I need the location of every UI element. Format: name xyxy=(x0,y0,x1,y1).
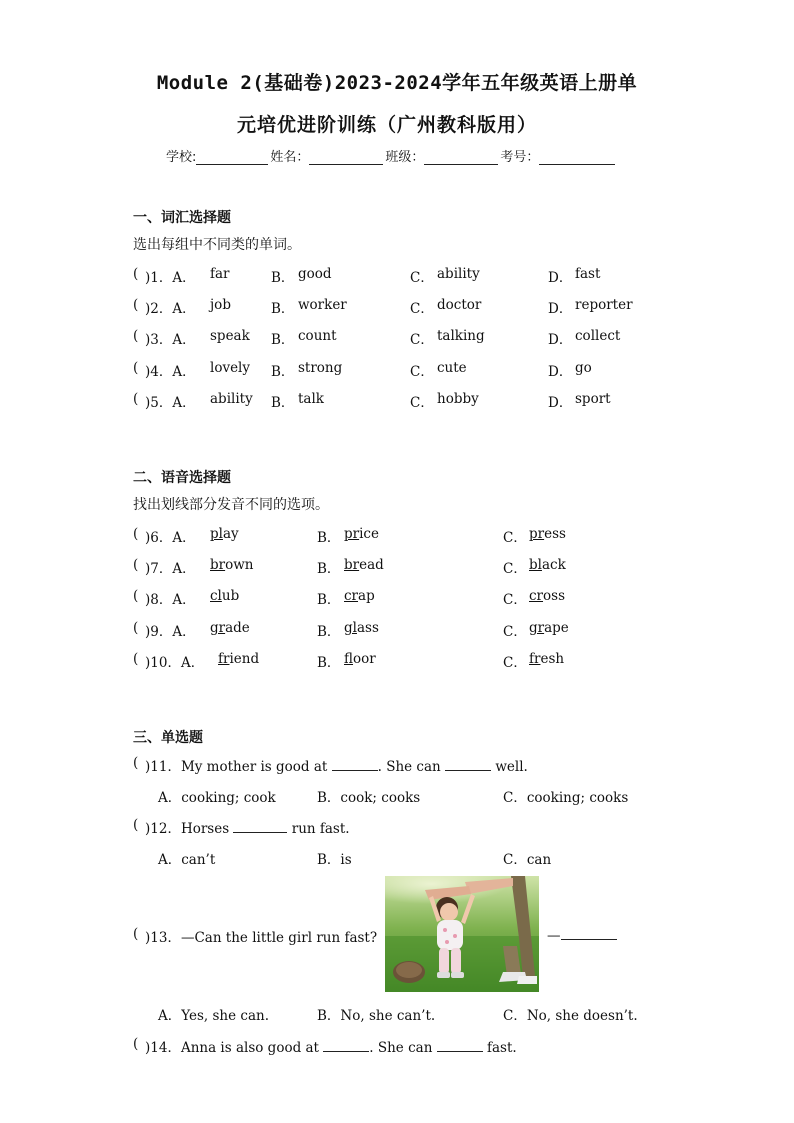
question-number: )7．A． xyxy=(145,561,196,577)
option-c-label: C． xyxy=(410,301,434,317)
option-a[interactable]: A．can’t xyxy=(158,852,216,868)
stem-part: . She can xyxy=(377,759,441,775)
answer-blank[interactable] xyxy=(561,926,617,940)
word-rest: ape xyxy=(544,620,569,636)
option-b[interactable]: count xyxy=(298,328,337,344)
name-label: 姓名： xyxy=(270,150,310,165)
document-title-line2: 元培优进阶训练（广州教科版用） xyxy=(237,114,538,136)
option-c[interactable] xyxy=(529,588,565,604)
number-field[interactable] xyxy=(539,150,615,165)
stem-part: fast. xyxy=(487,1040,517,1056)
option-c-label: C． xyxy=(410,332,434,348)
school-label: 学校: xyxy=(166,150,197,165)
option-a[interactable]: A．cooking; cook xyxy=(158,790,276,806)
option-a[interactable]: far xyxy=(210,266,230,282)
answer-paren[interactable]: ( xyxy=(133,926,139,942)
option-d-label: D． xyxy=(548,395,573,411)
option-b[interactable]: worker xyxy=(298,297,347,313)
option-d[interactable]: collect xyxy=(575,328,621,344)
word-rest: ade xyxy=(225,620,250,636)
underlined-letters: gl xyxy=(344,620,357,636)
option-b-label: B． xyxy=(317,592,341,608)
option-c-label: C． xyxy=(410,270,434,286)
option-c[interactable] xyxy=(529,651,564,667)
option-a[interactable]: speak xyxy=(210,328,250,344)
question-11 xyxy=(133,755,753,775)
option-b[interactable] xyxy=(344,620,379,636)
answer-paren[interactable]: ( xyxy=(133,391,139,407)
option-c-label: C． xyxy=(503,561,527,577)
option-b[interactable] xyxy=(344,651,376,667)
question-5 xyxy=(133,391,753,411)
option-b[interactable]: B．No, she can’t. xyxy=(317,1008,436,1024)
question-number: )9．A． xyxy=(145,624,196,640)
option-d[interactable]: fast xyxy=(575,266,601,282)
question-stem xyxy=(145,755,528,775)
dash: — xyxy=(547,928,561,944)
photo-child-walking xyxy=(385,876,539,992)
word-rest: iend xyxy=(229,651,260,667)
question-10 xyxy=(133,651,753,671)
underlined-letters: pr xyxy=(344,526,360,542)
answer-paren[interactable]: ( xyxy=(133,266,139,282)
option-c-label: C． xyxy=(410,364,434,380)
option-b-label: B． xyxy=(271,270,295,286)
answer-blank[interactable] xyxy=(233,819,287,833)
option-b-label: B． xyxy=(271,301,295,317)
section2-heading: 二、语音选择题 xyxy=(133,470,231,486)
option-d[interactable]: go xyxy=(575,360,592,376)
underlined-letters: fr xyxy=(218,651,230,667)
child-walking-illustration xyxy=(385,876,539,992)
student-info-line xyxy=(166,146,617,165)
option-b[interactable]: B．is xyxy=(317,852,352,868)
answer-paren[interactable]: ( xyxy=(133,1036,139,1052)
stem-part: )11．My mother is good at xyxy=(145,759,328,775)
word-rest: oor xyxy=(353,651,376,667)
question-2 xyxy=(133,297,753,317)
stem-part: . She can xyxy=(369,1040,433,1056)
answer-paren[interactable]: ( xyxy=(133,620,139,636)
section1-heading: 一、词汇选择题 xyxy=(133,210,231,226)
option-b[interactable]: B．cook; cooks xyxy=(317,790,421,806)
option-a[interactable]: job xyxy=(210,297,231,313)
answer-paren[interactable]: ( xyxy=(133,297,139,313)
word-rest: ay xyxy=(222,526,239,542)
underlined-letters: gr xyxy=(210,620,226,636)
question-12-options xyxy=(133,848,753,868)
answer-paren[interactable]: ( xyxy=(133,526,139,542)
name-field[interactable] xyxy=(309,150,383,165)
question-11-options xyxy=(133,786,753,806)
underlined-letters: bl xyxy=(529,557,542,573)
option-a[interactable] xyxy=(210,588,239,604)
answer-paren[interactable]: ( xyxy=(133,328,139,344)
answer-paren[interactable]: ( xyxy=(133,588,139,604)
question-6 xyxy=(133,526,753,546)
option-b[interactable]: strong xyxy=(298,360,343,376)
option-c-label: C． xyxy=(503,624,527,640)
option-c-label: C． xyxy=(503,655,527,671)
answer-blank[interactable] xyxy=(332,757,378,771)
option-b[interactable]: good xyxy=(298,266,332,282)
underlined-letters: br xyxy=(344,557,360,573)
answer-blank[interactable] xyxy=(445,757,491,771)
option-c[interactable]: C．cooking; cooks xyxy=(503,790,629,806)
question-4 xyxy=(133,360,753,380)
option-d[interactable]: sport xyxy=(575,391,611,407)
question-stem: )13．—Can the little girl run fast? xyxy=(145,930,378,946)
underlined-letters: cr xyxy=(529,588,544,604)
answer-paren[interactable]: ( xyxy=(133,755,139,771)
underlined-letters: pr xyxy=(529,526,545,542)
underlined-letters: fr xyxy=(529,651,541,667)
option-b-label: B． xyxy=(317,530,341,546)
question-9 xyxy=(133,620,753,640)
question-number: )1．A． xyxy=(145,270,196,286)
section3-heading: 三、单选题 xyxy=(133,730,203,746)
underlined-letters: cr xyxy=(344,588,359,604)
word-rest: ead xyxy=(359,557,384,573)
answer-paren[interactable]: ( xyxy=(133,360,139,376)
word-rest: ap xyxy=(358,588,375,604)
option-c-label: C． xyxy=(503,592,527,608)
document-title-line1: Module 2(基础卷)2023-2024学年五年级英语上册单 xyxy=(156,72,638,94)
stem-part: well. xyxy=(495,759,528,775)
question-number: )8．A． xyxy=(145,592,196,608)
word-rest: ass xyxy=(356,620,379,636)
answer-paren[interactable]: ( xyxy=(133,557,139,573)
option-a[interactable] xyxy=(210,557,254,573)
option-b-label: B． xyxy=(271,332,295,348)
answer-paren[interactable]: ( xyxy=(133,651,139,667)
school-field[interactable] xyxy=(196,150,268,165)
option-b[interactable]: talk xyxy=(298,391,324,407)
stem-part: run fast. xyxy=(291,821,350,837)
word-rest: ack xyxy=(541,557,566,573)
class-label: 班级： xyxy=(385,150,425,165)
option-c[interactable]: ability xyxy=(437,266,480,282)
stem-part: )12．Horses xyxy=(145,821,230,837)
option-c[interactable]: cute xyxy=(437,360,467,376)
question-stem xyxy=(145,1036,517,1056)
answer-blank[interactable] xyxy=(437,1038,483,1052)
option-a[interactable] xyxy=(210,526,239,542)
option-c[interactable] xyxy=(529,620,569,636)
question-number: )10．A． xyxy=(145,655,205,671)
question-number: )4．A． xyxy=(145,364,196,380)
question-number: )5．A． xyxy=(145,395,196,411)
option-a[interactable]: lovely xyxy=(210,360,251,376)
option-b-label: B． xyxy=(317,655,341,671)
option-a[interactable] xyxy=(218,651,259,667)
option-b[interactable] xyxy=(344,526,379,542)
question-number: )3．A． xyxy=(145,332,196,348)
underlined-letters: br xyxy=(210,557,226,573)
question-12 xyxy=(133,817,753,837)
word-rest: ice xyxy=(359,526,379,542)
question-1 xyxy=(133,266,753,286)
option-b-label: B． xyxy=(271,395,295,411)
answer-line xyxy=(547,926,617,944)
option-b-label: B． xyxy=(317,624,341,640)
underlined-letters: gr xyxy=(529,620,545,636)
option-c-label: C． xyxy=(503,530,527,546)
question-13-options xyxy=(133,1004,753,1024)
question-14 xyxy=(133,1036,753,1056)
word-rest: esh xyxy=(540,651,565,667)
option-c[interactable]: hobby xyxy=(437,391,479,407)
question-7 xyxy=(133,557,753,577)
underlined-letters: pl xyxy=(210,526,223,542)
word-rest: own xyxy=(225,557,254,573)
option-c[interactable]: C．No, she doesn’t. xyxy=(503,1008,638,1024)
option-d-label: D． xyxy=(548,364,573,380)
question-number: )6．A． xyxy=(145,530,196,546)
word-rest: ess xyxy=(544,526,566,542)
number-label: 考号： xyxy=(500,150,540,165)
option-b[interactable] xyxy=(344,557,384,573)
underlined-letters: cl xyxy=(210,588,222,604)
question-3 xyxy=(133,328,753,348)
option-b-label: B． xyxy=(317,561,341,577)
option-d-label: D． xyxy=(548,301,573,317)
option-d[interactable]: reporter xyxy=(575,297,633,313)
option-a[interactable]: ability xyxy=(210,391,253,407)
class-field[interactable] xyxy=(424,150,498,165)
answer-blank[interactable] xyxy=(323,1038,369,1052)
option-c[interactable] xyxy=(529,557,566,573)
option-b-label: B． xyxy=(271,364,295,380)
option-a[interactable]: A．Yes, she can. xyxy=(158,1008,269,1024)
question-stem xyxy=(145,817,350,837)
section2-instruction: 找出划线部分发音不同的选项。 xyxy=(133,497,329,513)
stem-part: )14．Anna is also good at xyxy=(145,1040,319,1056)
word-rest: ub xyxy=(221,588,240,604)
question-number: )2．A． xyxy=(145,301,196,317)
word-rest: oss xyxy=(543,588,565,604)
option-a[interactable] xyxy=(210,620,250,636)
option-c[interactable]: talking xyxy=(437,328,485,344)
option-c[interactable]: C．can xyxy=(503,852,552,868)
question-8 xyxy=(133,588,753,608)
option-b[interactable] xyxy=(344,588,375,604)
option-c[interactable]: doctor xyxy=(437,297,482,313)
underlined-letters: fl xyxy=(344,651,354,667)
option-c[interactable] xyxy=(529,526,566,542)
option-c-label: C． xyxy=(410,395,434,411)
option-d-label: D． xyxy=(548,332,573,348)
answer-paren[interactable]: ( xyxy=(133,817,139,833)
section1-instruction: 选出每组中不同类的单词。 xyxy=(133,237,301,253)
option-d-label: D． xyxy=(548,270,573,286)
